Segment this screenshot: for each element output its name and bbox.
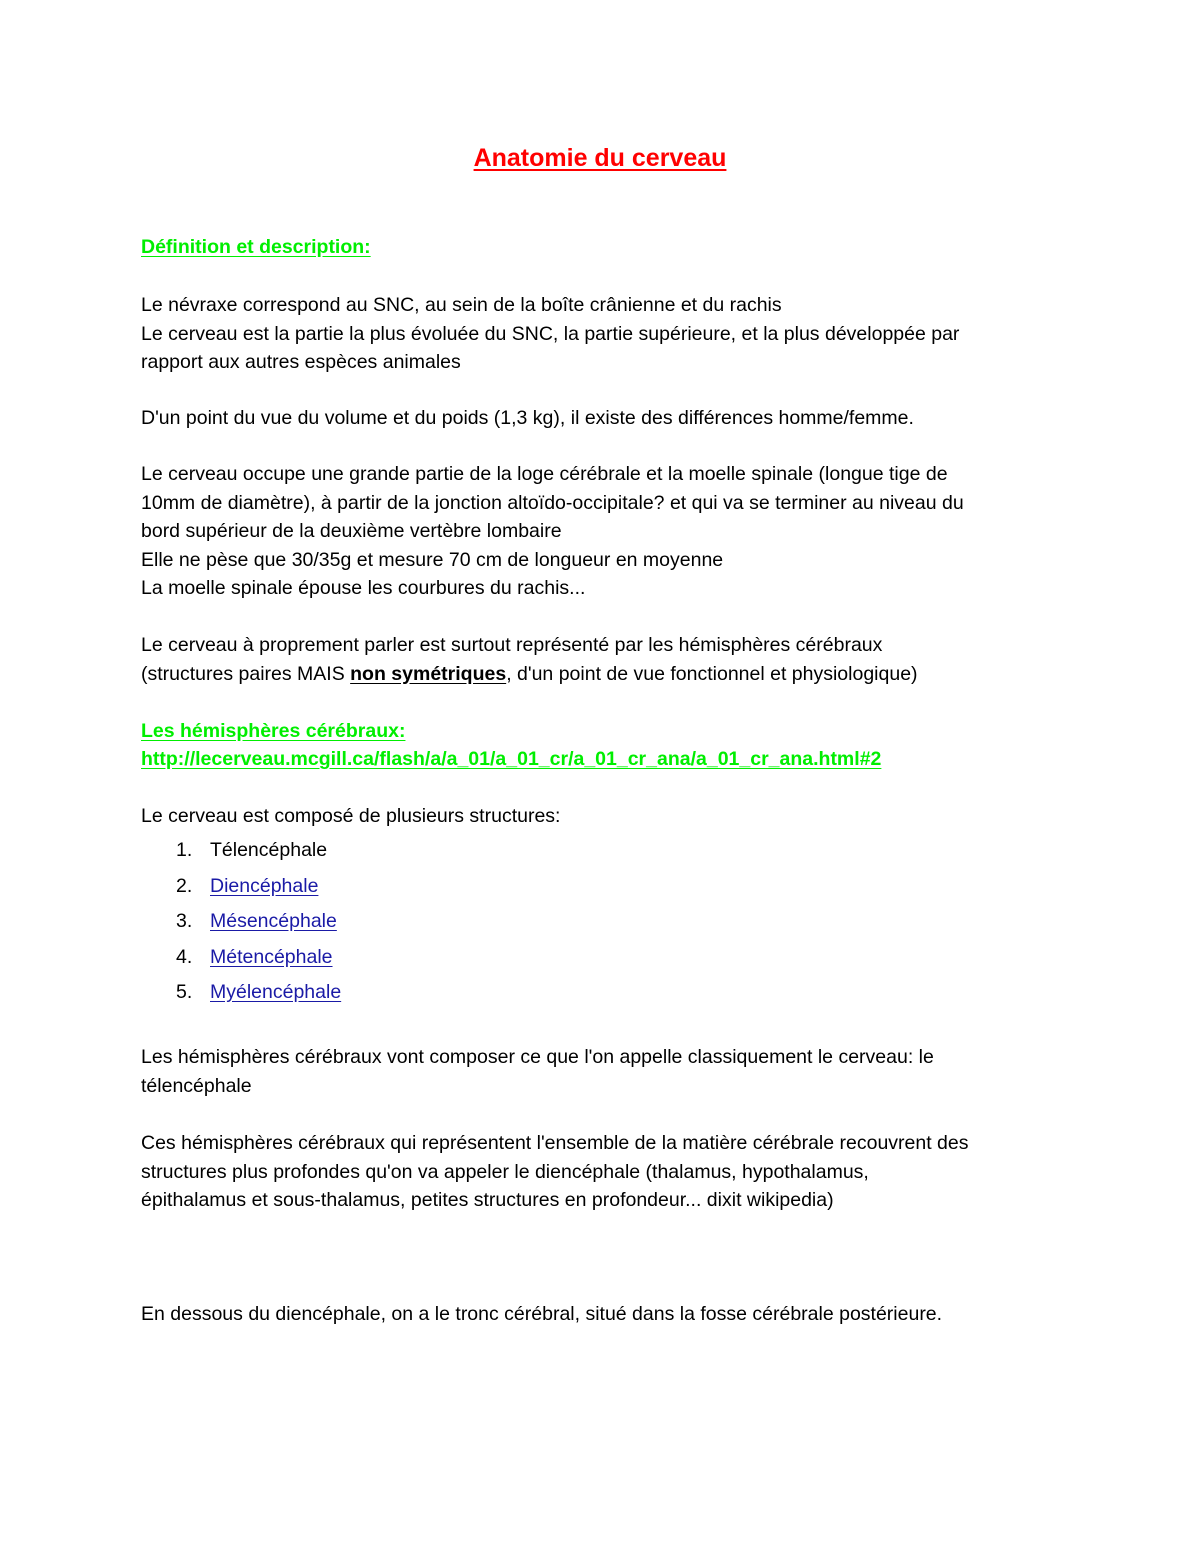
text-segment: (structures paires MAIS bbox=[141, 662, 351, 685]
section-heading-hemispheres: Les hémisphères cérébraux: bbox=[141, 720, 406, 742]
list-number: 5. bbox=[176, 981, 193, 1003]
text-line: D'un point du vue du volume et du poids (1,3 kg), il existe des différences homme/femme. bbox=[141, 407, 914, 429]
paragraph-nevraxe bbox=[141, 291, 1071, 377]
paragraph-volume-poids bbox=[141, 404, 1071, 433]
paragraph-tronc-cerebral bbox=[141, 1300, 1071, 1329]
text-line: La moelle spinale épouse les courbures du rachis... bbox=[141, 577, 586, 599]
paragraph-telencephale bbox=[141, 1043, 1071, 1100]
list-item-label: Télencéphale bbox=[210, 839, 328, 861]
list-item bbox=[141, 836, 341, 872]
text-line: Le cerveau occupe une grande partie de la loge cérébrale et la moelle spinale (longue tige de bbox=[141, 463, 948, 485]
list-item bbox=[141, 907, 341, 943]
list-intro: Le cerveau est composé de plusieurs structures: bbox=[141, 805, 561, 827]
text-line: épithalamus et sous-thalamus, petites structures en profondeur... dixit wikipedia) bbox=[141, 1189, 834, 1211]
paragraph-hemispheres bbox=[141, 631, 1071, 688]
link-mesencephale[interactable]: Mésencéphale bbox=[210, 910, 337, 932]
list-item bbox=[141, 943, 341, 979]
list-number: 3. bbox=[176, 910, 193, 932]
text-line: télencéphale bbox=[141, 1074, 252, 1097]
emphasis-non-symetriques: non symétriques bbox=[350, 662, 507, 685]
text-line: structures plus profondes qu'on va appeler le diencéphale (thalamus, hypothalamus, bbox=[141, 1160, 869, 1183]
section-heading-definition: Définition et description: bbox=[141, 236, 371, 258]
list-number: 2. bbox=[176, 874, 193, 897]
list-number: 1. bbox=[176, 839, 193, 861]
document-title: Anatomie du cerveau bbox=[473, 144, 727, 172]
text-line: Elle ne pèse que 30/35g et mesure 70 cm de longueur en moyenne bbox=[141, 548, 724, 571]
text-line: Les hémisphères cérébraux vont composer ce que l'on appelle classiquement le cerveau: le bbox=[141, 1046, 934, 1068]
text-line: Le cerveau à proprement parler est surtout représenté par les hémisphères cérébraux bbox=[141, 634, 883, 656]
link-myelencephale[interactable]: Myélencéphale bbox=[210, 981, 342, 1003]
text-segment: , d'un point de vue fonctionnel et physiologique) bbox=[506, 662, 918, 685]
text-line: En dessous du diencéphale, on a le tronc cérébral, situé dans la fosse cérébrale postérieure. bbox=[141, 1303, 943, 1325]
text-line: Le cerveau est la partie la plus évoluée du SNC, la partie supérieure, et la plus développée par bbox=[141, 322, 960, 345]
text-line-mixed bbox=[141, 660, 1071, 689]
list-item bbox=[141, 872, 341, 908]
text-line: rapport aux autres espèces animales bbox=[141, 351, 461, 373]
text-line: 10mm de diamètre), à partir de la jonction altoïdo-occipitale? et qui va se terminer au niveau du bbox=[141, 491, 964, 514]
mcgill-link[interactable]: http://lecerveau.mcgill.ca/flash/a/a_01/a_01_cr/a_01_cr_ana/a_01_cr_ana.html#2 bbox=[141, 748, 882, 770]
link-metencephale[interactable]: Métencéphale bbox=[210, 945, 333, 968]
structures-list bbox=[141, 836, 341, 1014]
text-line: Le névraxe correspond au SNC, au sein de la boîte crânienne et du rachis bbox=[141, 294, 782, 316]
paragraph-diencephale bbox=[141, 1129, 1071, 1215]
paragraph-moelle-spinale bbox=[141, 460, 1071, 603]
link-diencephale[interactable]: Diencéphale bbox=[210, 874, 319, 897]
list-number: 4. bbox=[176, 945, 193, 968]
text-line: bord supérieur de la deuxième vertèbre lombaire bbox=[141, 520, 562, 542]
text-line: Ces hémisphères cérébraux qui représentent l'ensemble de la matière cérébrale recouvrent des bbox=[141, 1132, 969, 1154]
list-item bbox=[141, 978, 341, 1014]
